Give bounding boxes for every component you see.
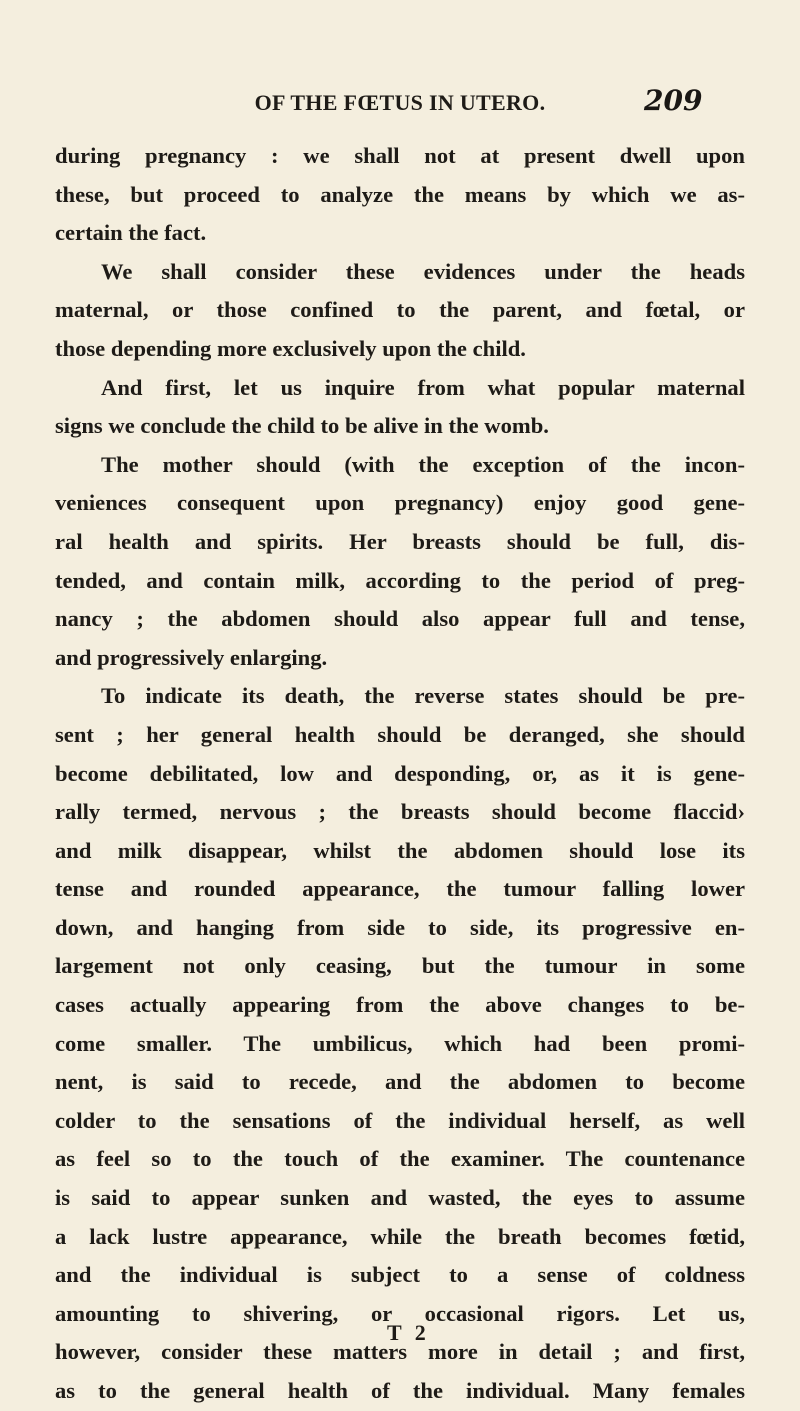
text-line: colder to the sensations of the individual herself, as well xyxy=(55,1107,745,1133)
text-line: amounting to shivering, or occasional rigors. Let us, xyxy=(55,1300,745,1326)
running-title: OF THE FŒTUS IN UTERO. xyxy=(254,90,546,115)
text-line: rally termed, nervous ; the breasts should become flaccid› xyxy=(55,799,745,825)
text-line: as feel so to the touch of the examiner. The countenance xyxy=(55,1146,745,1172)
text-line: is said to appear sunken and wasted, the eyes to assume xyxy=(55,1185,745,1211)
text-line: The mother should (with the exception of the incon- xyxy=(101,451,745,477)
text-line: down, and hanging from side to side, its progressive en- xyxy=(55,914,745,940)
signature-mark: T 2 xyxy=(387,1320,430,1345)
text-line: largement not only ceasing, but the tumour in some xyxy=(55,953,745,979)
text-line: during pregnancy : we shall not at present dwell upon xyxy=(55,143,745,168)
text-line: tense and rounded appearance, the tumour falling lower xyxy=(55,876,745,902)
text-line: nent, is said to recede, and the abdomen to become xyxy=(55,1069,745,1095)
text-line: signs we conclude the child to be alive in the womb. xyxy=(55,413,549,439)
text-line: cases actually appearing from the above changes to be- xyxy=(55,992,745,1018)
text-line: and progressively enlarging. xyxy=(55,644,328,670)
text-line: tended, and contain milk, according to the period of preg- xyxy=(55,567,745,593)
text-line: as to the general health of the individual. Many females xyxy=(55,1378,745,1403)
text-line: certain the fact. xyxy=(55,220,207,246)
text-line: these, but proceed to analyze the means by which we as- xyxy=(55,181,745,207)
text-line: and milk disappear, whilst the abdomen should lose its xyxy=(55,837,745,863)
text-line: To indicate its death, the reverse states should be pre- xyxy=(101,683,745,709)
text-line: maternal, or those confined to the parent, and fœtal, or xyxy=(55,297,745,323)
text-line: We shall consider these evidences under the heads xyxy=(101,258,745,284)
text-line: come smaller. The umbilicus, which had been promi- xyxy=(55,1030,745,1056)
text-line: however, consider these matters more in detail ; and first, xyxy=(55,1339,745,1365)
text-line: become debilitated, low and desponding, or, as it is gene- xyxy=(55,760,745,786)
text-line: sent ; her general health should be deranged, she should xyxy=(55,721,745,747)
body-text xyxy=(55,137,745,1411)
text-line: veniences consequent upon pregnancy) enjoy good gene- xyxy=(55,490,745,516)
text-line: ral health and spirits. Her breasts should be full, dis- xyxy=(55,528,745,554)
text-line: and the individual is subject to a sense of coldness xyxy=(55,1262,745,1288)
text-line: a lack lustre appearance, while the breath becomes fœtid, xyxy=(55,1223,745,1249)
running-head xyxy=(0,86,800,120)
text-line: And first, let us inquire from what popular maternal xyxy=(101,374,745,400)
page-number: 209 xyxy=(644,84,703,117)
text-line: those depending more exclusively upon the child. xyxy=(55,335,526,361)
text-line: nancy ; the abdomen should also appear full and tense, xyxy=(55,606,745,632)
